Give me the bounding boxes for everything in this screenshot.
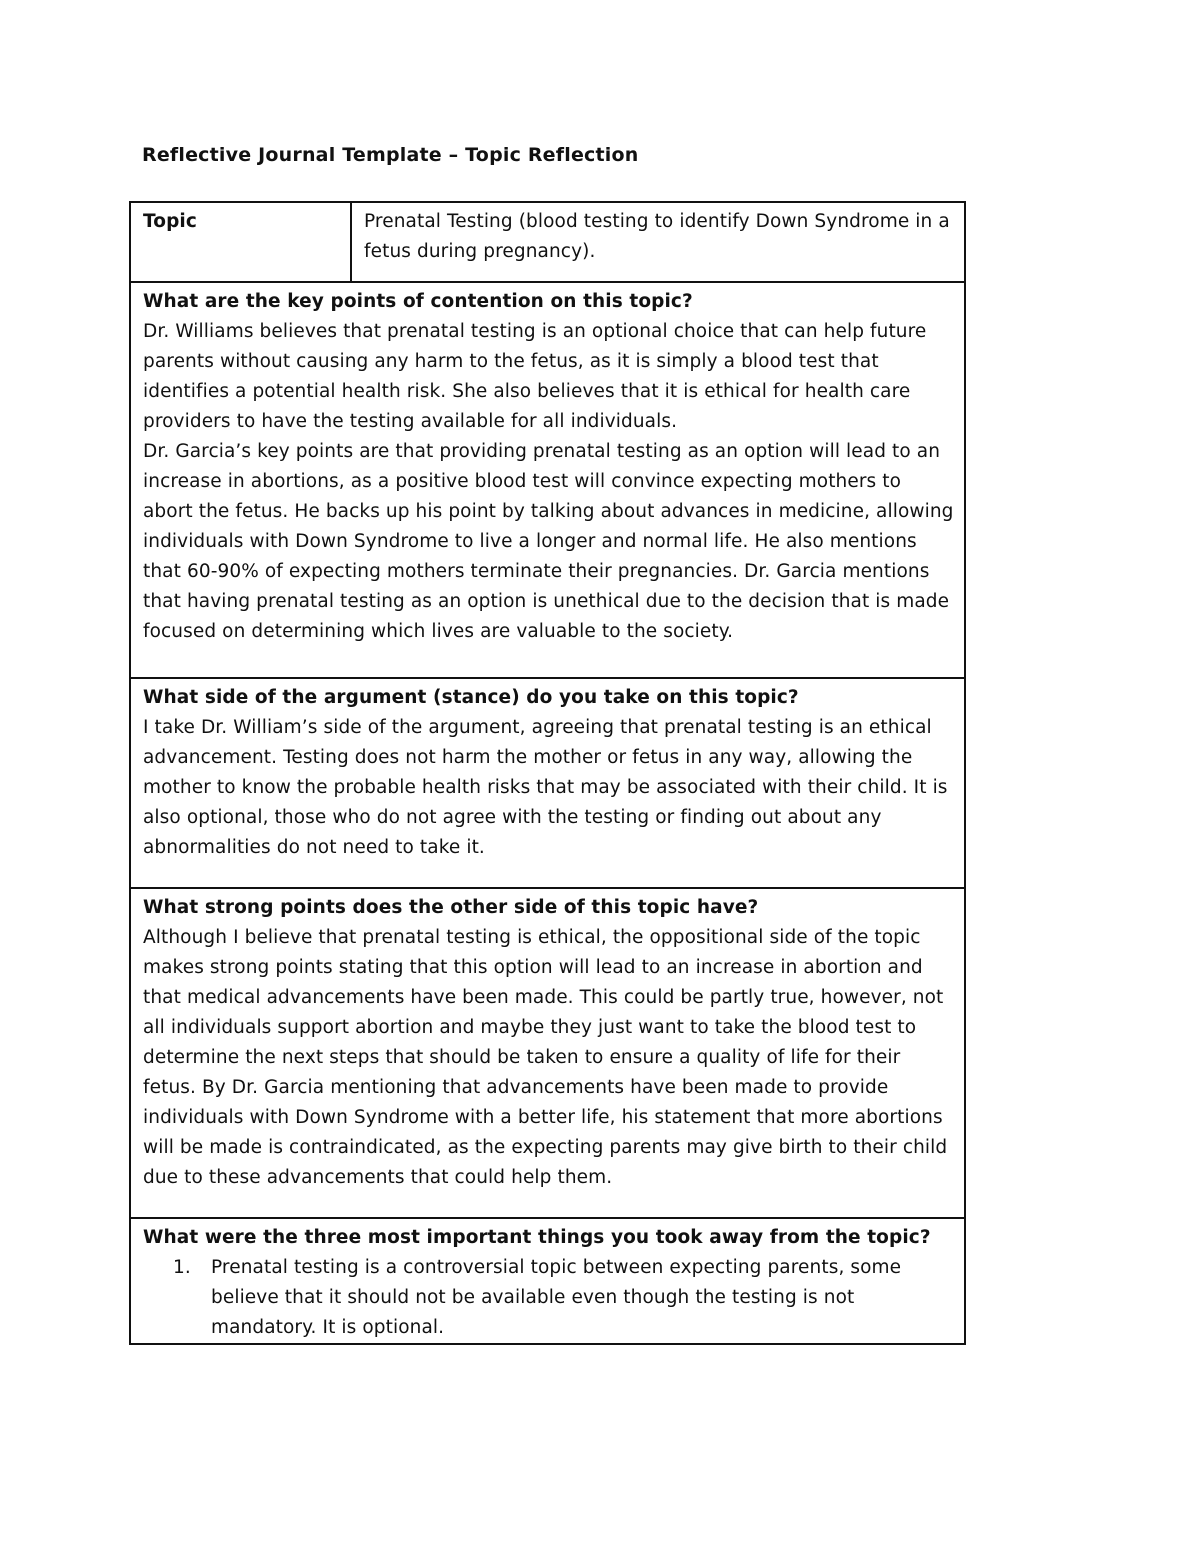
contention-question: What are the key points of contention on this topic? xyxy=(143,291,693,312)
stance-row xyxy=(130,678,965,888)
topic-label: Topic xyxy=(143,211,197,232)
other-side-row xyxy=(130,888,965,1218)
stance-question: What side of the argument (stance) do you take on this topic? xyxy=(143,687,799,708)
stance-answer: I take Dr. William’s side of the argument, agreeing that prenatal testing is an ethical advancement. Testing does not harm the mother or fetus in any way, allowing the mother to know the probable health risks that may be associated with their child. It is also optional, those who do not agree with the testing or finding out about any abnormalities do not need to take it. xyxy=(143,717,948,858)
takeaway-number: 1. xyxy=(173,1257,191,1278)
takeaway-text: Prenatal testing is a controversial topic between expecting parents, some believe that it should not be available even though the testing is not mandatory. It is optional. xyxy=(211,1257,902,1338)
journal-table xyxy=(129,201,966,1345)
takeaways-question: What were the three most important things you took away from the topic? xyxy=(143,1227,931,1248)
contention-paragraph-williams: Dr. Williams believes that prenatal testing is an optional choice that can help future parents without causing any harm to the fetus, as it is simply a blood test that identifies a potential health risk. She also believes that it is ethical for health care providers to have the testing available for all individuals. xyxy=(143,321,927,432)
stance-cell xyxy=(130,678,965,888)
takeaways-list xyxy=(143,1253,954,1343)
contention-cell xyxy=(130,282,965,678)
document-title: Reflective Journal Template – Topic Reflection xyxy=(142,144,639,166)
takeaways-cell xyxy=(130,1218,965,1344)
contention-paragraph-garcia: Dr. Garcia’s key points are that providing prenatal testing as an option will lead to an increase in abortions, as a positive blood test will convince expecting mothers to abort the fetus. He backs up his point by talking about advances in medicine, allowing individuals with Down Syndrome to live a longer and normal life. He also mentions that 60-90% of expecting mothers terminate their pregnancies. Dr. Garcia mentions that having prenatal testing as an option is unethical due to the decision that is made focused on determining which lives are valuable to the society. xyxy=(143,441,954,642)
other-side-cell xyxy=(130,888,965,1218)
topic-row xyxy=(130,202,965,282)
takeaway-item xyxy=(173,1253,954,1343)
other-side-question: What strong points does the other side of this topic have? xyxy=(143,897,759,918)
topic-label-cell xyxy=(130,202,351,282)
other-side-answer: Although I believe that prenatal testing is ethical, the oppositional side of the topic makes strong points stating that this option will lead to an increase in abortion and that medical advancements have been made. This could be partly true, however, not all individuals support abortion and maybe they just want to take the blood test to determine the next steps that should be taken to ensure a quality of life for their fetus. By Dr. Garcia mentioning that advancements have been made to provide individuals with Down Syndrome with a better life, his statement that more abortions will be made is contraindicated, as the expecting parents may give birth to their child due to these advancements that could help them. xyxy=(143,927,948,1188)
takeaways-row xyxy=(130,1218,965,1344)
topic-value-cell xyxy=(351,202,965,282)
contention-row xyxy=(130,282,965,678)
topic-value: Prenatal Testing (blood testing to identify Down Syndrome in a fetus during pregnancy). xyxy=(364,211,950,262)
